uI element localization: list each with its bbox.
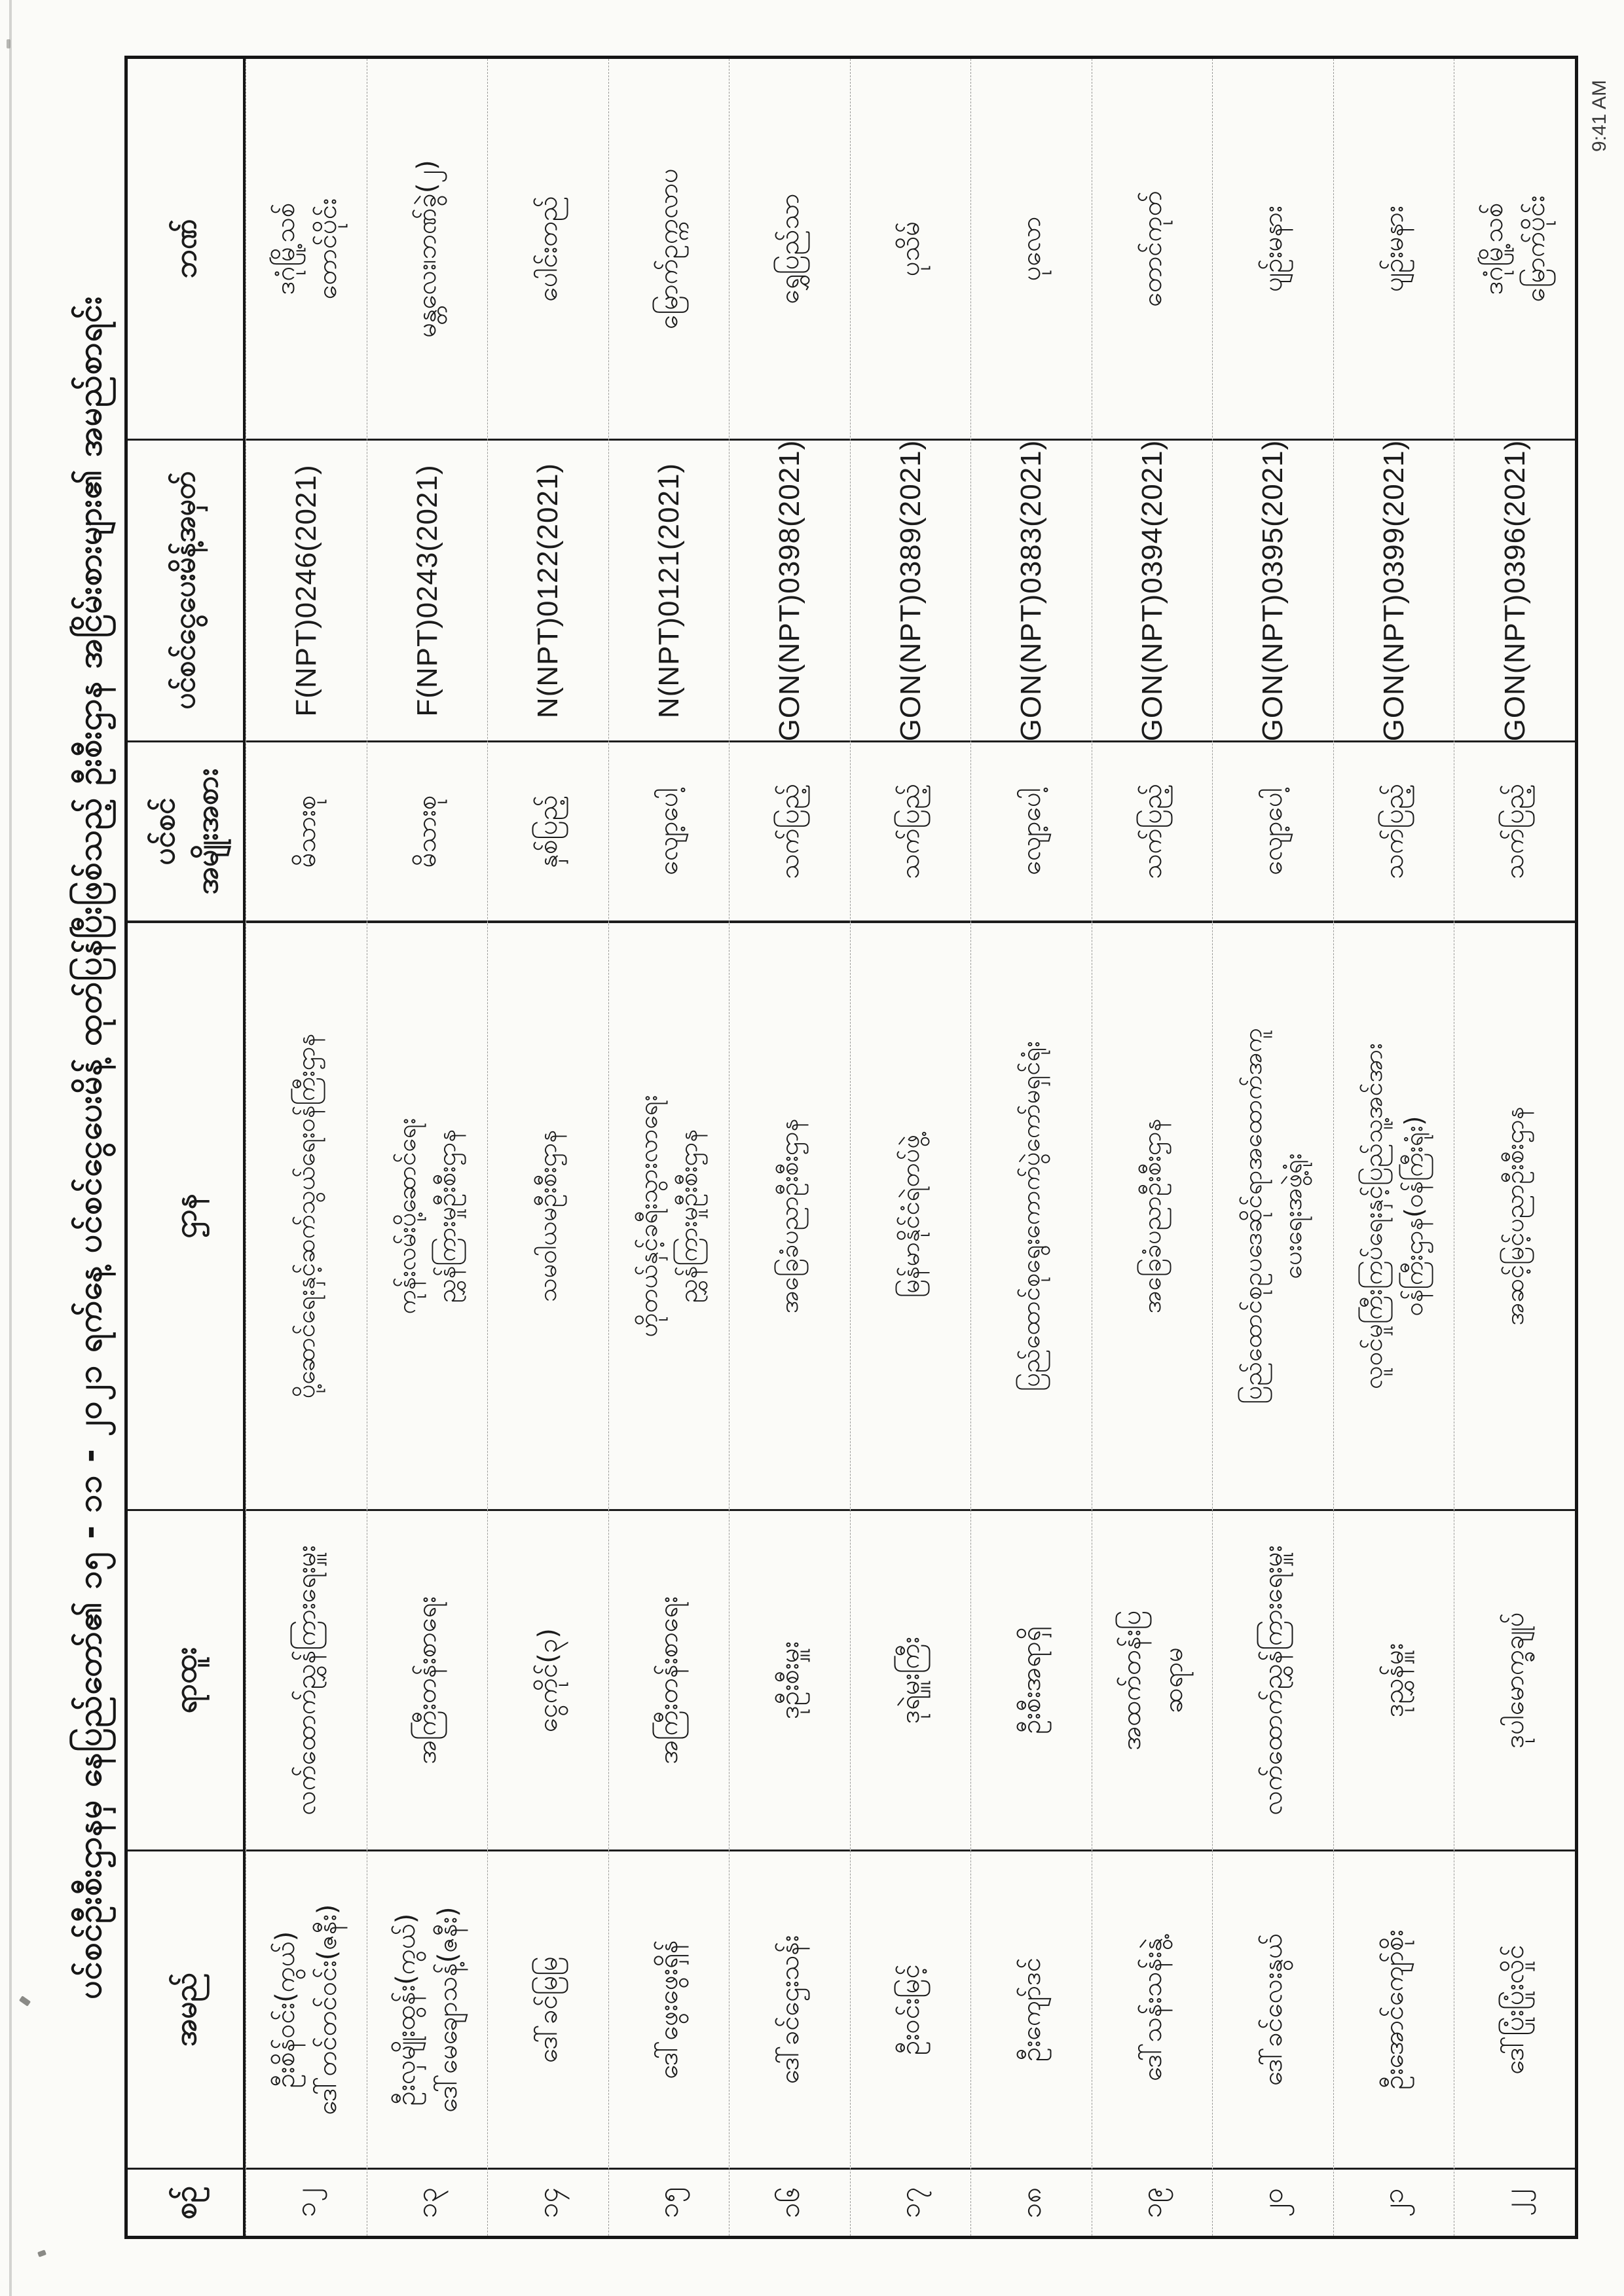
cell-name: ဒေါ်ခင်ဌေးသန်း	[729, 1850, 850, 2168]
cell-serial: ၁၂	[246, 2168, 367, 2236]
cell-pension-type: လျော့ပေါ့	[1213, 740, 1333, 921]
cell-bank: တောင်ကုတ်	[1137, 191, 1168, 307]
table-header-row	[128, 59, 246, 2236]
cell-department: ပြည်ထောင်စုဥပဒေဆိုင်ရာအထောက်အကူ ပေးရေးအဖွဲ့ရုံး	[1213, 921, 1333, 1509]
scan-artifact	[7, 39, 10, 48]
cell-position: လက်ထောက်ညွှန်ကြားရေးမှူး	[246, 1509, 367, 1850]
cell-order-no: GON(NPT)0396(2021)	[1454, 439, 1575, 740]
cell-position: ဒုပါမောက္ခချုပ်	[1454, 1509, 1575, 1850]
readable-content	[62, 56, 1578, 2239]
scan-artifact	[37, 2250, 46, 2257]
cell-pension-type: သက်ပြည့်	[1092, 740, 1213, 921]
cell-name: ဒေါ်ပြုံးပြုံးလှိုင်	[1454, 1850, 1575, 2168]
cell-position: အကြီးတန်းစာရေး	[367, 1509, 488, 1850]
cell-name: ဦးကျော်ဒင်	[971, 1850, 1092, 2168]
cell-order-no: GON(NPT)0383(2021)	[971, 439, 1092, 740]
table-row	[246, 59, 367, 2236]
table-row	[1212, 59, 1333, 2236]
header-pension-type: ပင်စင် အမျိုးအစား	[128, 740, 243, 921]
cell-position: လက်ထောက်ညွှန်ကြားရေးမှူး	[1213, 1509, 1333, 1850]
table-row	[367, 59, 488, 2236]
cell-bank: ပျဉ်းမနား	[1378, 206, 1409, 292]
cell-bank: ဒဂုံမြို့သစ် မြောက်ပိုင်း	[1479, 195, 1551, 302]
table-row	[487, 59, 608, 2236]
table-row	[1454, 59, 1575, 2236]
cell-pension-type: သက်ပြည့်	[729, 740, 850, 921]
cell-department: ပြည်ထောင်စုရွေးကောက်ပွဲကော်မရှင်ရုံး	[971, 921, 1092, 1509]
header-serial: စဉ်	[128, 2168, 243, 2236]
cell-position: ဒုဦးစီးမှူး	[729, 1509, 850, 1850]
cell-position: အကြီးတန်းစာရေး	[609, 1509, 729, 1850]
cell-bank: မန္တလေး၊ဘဏ်ခွဲ(၂)	[412, 160, 443, 338]
header-position: ရာထူး	[128, 1509, 243, 1850]
cell-order-no: N(NPT)0121(2021)	[609, 439, 729, 740]
scan-edge-shadow	[9, 0, 12, 2296]
cell-name: ဦးစိန်ဝင်း(ကွယ်) ဒေါ်တင်တင်ဝင်း(ဇနီး)	[246, 1850, 367, 2168]
cell-pension-type: နှစ်ပြည့်	[488, 740, 608, 921]
cell-bank: ပျဉ်းမနား	[1258, 206, 1289, 292]
cell-pension-type: လျော့ပေါ့	[609, 740, 729, 921]
cell-pension-type: လျော့ပေါ့	[971, 740, 1092, 921]
cell-department: ဟိုတယ်နှင့်ခရီးသွားလာရေး ညွှန်ကြားမှုဦးစီးဌာန	[609, 921, 729, 1509]
cell-bank: ရွှေပြည်သာ	[774, 193, 805, 304]
header-order-no: ပင်စင်ငွေပေးမိန့်အမှတ်	[128, 439, 243, 740]
cell-position: ဒုညွှန်မှူး	[1334, 1509, 1454, 1850]
cell-name: ဦးအောင်ကျော်စိုး	[1334, 1850, 1454, 2168]
pension-table	[124, 56, 1578, 2239]
rotated-document-stage	[62, 56, 1578, 2239]
cell-order-no: GON(NPT)0398(2021)	[729, 439, 850, 740]
cell-serial: ၂၂	[1454, 2168, 1575, 2236]
cell-serial: ၂၀	[1213, 2168, 1333, 2236]
cell-position: အထက်တန်းပြ ဆရာမ	[1092, 1509, 1213, 1850]
cell-name: ဒေါ်ခင်မြမြ	[488, 1850, 608, 2168]
cell-department: သမဝါယမဦးစီးဌာန	[488, 921, 608, 1509]
cell-name: ဒေါ်ခင်လေးနွယ်	[1213, 1850, 1333, 2168]
cell-department: လူဝင်မှုကြီးကြပ်ရေးနှင့်ပြည်သူ့အင်အား ဝန်ကြီးဌာန(ဝန်ကြီးရုံး)	[1334, 921, 1454, 1509]
table-row	[850, 59, 971, 2236]
cell-pension-type: သက်ပြည့်	[851, 740, 971, 921]
cell-serial: ၁၅	[609, 2168, 729, 2236]
cell-order-no: F(NPT)0246(2021)	[246, 439, 367, 740]
cell-order-no: GON(NPT)0399(2021)	[1334, 439, 1454, 740]
cell-pension-type: မိသားစု	[367, 740, 488, 921]
cell-serial: ၁၉	[1092, 2168, 1213, 2236]
cell-name: ဒေါ်သန်းသန်းနွဲ့	[1092, 1850, 1213, 2168]
cell-serial: ၁၆	[729, 2168, 850, 2236]
cell-bank: ပုသိမ်	[895, 221, 926, 277]
cell-bank: ပုလော	[1016, 216, 1047, 282]
cell-position: ဒုရဲမှူးကြီး	[851, 1509, 971, 1850]
cell-pension-type: သက်ပြည့်	[1334, 740, 1454, 921]
table-row	[1333, 59, 1454, 2236]
cell-order-no: F(NPT)0243(2021)	[367, 439, 488, 740]
cell-bank: မြောက်ဥက္ကလာပ	[654, 168, 684, 329]
cell-name: ဒေါ်ဖွေးဖွေးရှိန်	[609, 1850, 729, 2168]
cell-department: ကုန်းလမ်းပို့ဆောင်ရေး ညွှန်ကြားမှုဦးစီးဌာန	[367, 921, 488, 1509]
cell-serial: ၂၁	[1334, 2168, 1454, 2236]
cell-serial: ၁၇	[851, 2168, 971, 2236]
table-row	[970, 59, 1092, 2236]
header-bank: ဘဏ်	[167, 219, 203, 279]
cell-order-no: GON(NPT)0394(2021)	[1092, 439, 1213, 740]
header-name: အမည်	[128, 1850, 243, 2168]
cell-department: အခြေခံပညာဦးစီးဌာန	[729, 921, 850, 1509]
table-row	[1092, 59, 1213, 2236]
cell-pension-type: သက်ပြည့်	[1454, 740, 1575, 921]
scan-artifact	[19, 1995, 31, 2007]
cell-position: ဦးစီးအရာရှိ	[971, 1509, 1092, 1850]
cell-bank: ဒဂုံမြို့သစ် တောင်ပိုင်း	[270, 198, 342, 300]
cell-department: အဆင့်မြင့်ပညာဦးစီးဌာန	[1454, 921, 1575, 1509]
cell-department: အခြေခံပညာဦးစီးဌာန	[1092, 921, 1213, 1509]
cell-serial: ၁၃	[367, 2168, 488, 2236]
cell-serial: ၁၈	[971, 2168, 1092, 2236]
cell-order-no: GON(NPT)0395(2021)	[1213, 439, 1333, 740]
cell-name: ဦးလှမျိုးထွန်း(ကွယ်) ဒေါ်မေချောသန့်(ဇနီး)	[367, 1850, 488, 2168]
header-department: ဌာန	[128, 921, 243, 1509]
cell-name: ဦးဝင်းမြင့်	[851, 1850, 971, 2168]
page-timestamp: 9:41 AM	[1588, 79, 1610, 153]
cell-pension-type: မိသားစု	[246, 740, 367, 921]
page-title: ပင်စင်ဦးစီးဌာနမှ နေပြည်တော်၏ ၁၅ - ၁၁ - ၂၀၂၁ ရက်နေ့ ပင်စင်ငွေပေးမိန့် ထုတ်ပြန်ပြီးဖြစ်သည့် ဦးစီးဌာန အငြိမ်းစားများ၏ အမည်စာရင်း	[71, 295, 109, 1999]
cell-position: ငွေကိုင်(၃)	[488, 1509, 608, 1850]
table-row	[608, 59, 729, 2236]
cell-bank: ပေါင်းတည်	[532, 196, 563, 302]
cell-department: ပို့ဆောင်ရေးနှင့်ဆက်သွယ်ရေးဝန်ကြီးဌာန	[246, 921, 367, 1509]
cell-order-no: N(NPT)0122(2021)	[488, 439, 608, 740]
table-row	[729, 59, 850, 2236]
cell-serial: ၁၄	[488, 2168, 608, 2236]
cell-order-no: GON(NPT)0389(2021)	[851, 439, 971, 740]
cell-department: မြန်မာနိုင်ငံရဲတပ်ဖွဲ့	[851, 921, 971, 1509]
